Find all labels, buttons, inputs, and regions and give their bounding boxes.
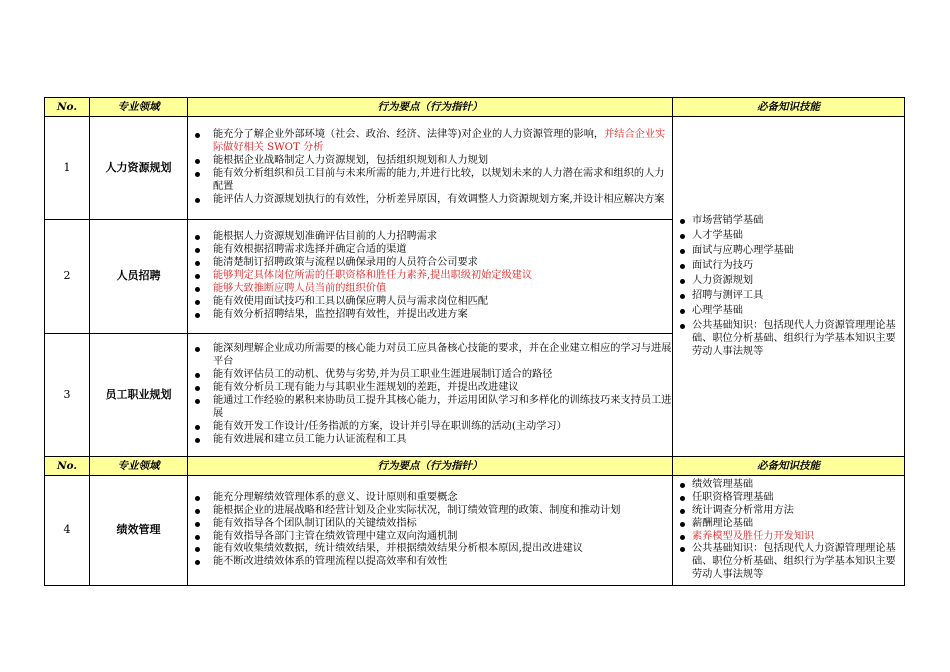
list-item: 能有效收集绩效数据，统计绩效结果，并根据绩效结果分析根本原因,提出改进建议 bbox=[188, 543, 672, 556]
list-item: 薪酬理论基础 bbox=[673, 518, 904, 531]
list-item: 能根据人力资源规划准确评估目前的人力招聘需求 bbox=[188, 231, 672, 244]
list-item: 能有效使用面试技巧和工具以确保应聘人员与需求岗位相匹配 bbox=[188, 296, 672, 309]
list-item: 能充分理解绩效管理体系的意义、设计原则和重要概念 bbox=[188, 492, 672, 505]
header-area: 专业领域 bbox=[90, 457, 188, 476]
list-item: 能不断改进绩效体系的管理流程以提高效率和有效性 bbox=[188, 556, 672, 569]
list-item: 能有效分析员工现有能力与其职业生涯规划的差距，并提出改进建议 bbox=[188, 382, 672, 395]
list-item: 统计调查分析常用方法 bbox=[673, 505, 904, 518]
list-item: 能有效开发工作设计/任务指派的方案，设计并引导在职训练的活动(主动学习） bbox=[188, 421, 672, 434]
row-number: 3 bbox=[45, 334, 90, 457]
header-behavior: 行为要点（行为指针） bbox=[188, 98, 673, 117]
behavior-list bbox=[188, 343, 672, 446]
list-item: 能充分了解企业外部环境（社会、政治、经济、法律等)对企业的人力资源管理的影响，并结合企业实际做好相关 SWOT 分析 bbox=[188, 129, 672, 155]
list-item: 能够大致推断应聘人员当前的组织价值 bbox=[188, 283, 672, 296]
table-row bbox=[45, 476, 905, 586]
list-item: 面试与应聘心理学基础 bbox=[673, 245, 904, 258]
list-item: 招聘与测评工具 bbox=[673, 290, 904, 303]
list-item: 能评估人力资源规划执行的有效性，分析差异原因，有效调整人力资源规划方案,并设计相应解决方案 bbox=[188, 194, 672, 207]
header-no: No. bbox=[45, 98, 90, 117]
knowledge-cell bbox=[673, 476, 905, 586]
list-item: 能清楚制订招聘政策与流程以确保录用的人员符合公司要求 bbox=[188, 257, 672, 270]
row-number: 1 bbox=[45, 117, 90, 220]
behavior-cell bbox=[188, 117, 673, 220]
row-area: 员工职业规划 bbox=[90, 334, 188, 457]
row-area: 人员招聘 bbox=[90, 220, 188, 334]
list-item: 心理学基础 bbox=[673, 305, 904, 318]
behavior-cell bbox=[188, 220, 673, 334]
list-item: 市场营销学基础 bbox=[673, 215, 904, 228]
competency-table bbox=[44, 97, 905, 586]
header-knowledge: 必备知识技能 bbox=[673, 98, 905, 117]
table-header-row bbox=[45, 98, 905, 117]
list-item: 绩效管理基础 bbox=[673, 479, 904, 492]
behavior-cell bbox=[188, 334, 673, 457]
list-item: 公共基础知识：包括现代人力资源管理理论基础、职位分析基础、组织行为学基本知识主要劳动人事法规等 bbox=[673, 543, 904, 582]
header-behavior: 行为要点（行为指针） bbox=[188, 457, 673, 476]
behavior-list bbox=[188, 492, 672, 569]
row-number: 4 bbox=[45, 476, 90, 586]
list-item: 能有效分析组织和员工目前与未来所需的能力,并进行比较，以规划未来的人力潜在需求和组织的人力配置 bbox=[188, 168, 672, 194]
list-item: 能有效进展和建立员工能力认证流程和工具 bbox=[188, 434, 672, 447]
list-item: 任职资格管理基础 bbox=[673, 492, 904, 505]
behavior-list bbox=[188, 231, 672, 321]
header-knowledge: 必备知识技能 bbox=[673, 457, 905, 476]
behavior-list bbox=[188, 129, 672, 206]
behavior-cell bbox=[188, 476, 673, 586]
list-item: 能有效指导各个团队制订团队的关键绩效指标 bbox=[188, 518, 672, 531]
row-area: 人力资源规划 bbox=[90, 117, 188, 220]
list-item: 能根据企业的进展战略和经营计划及企业实际状况，制订绩效管理的政策、制度和推动计划 bbox=[188, 505, 672, 518]
header-no: No. bbox=[45, 457, 90, 476]
list-item: 能够判定具体岗位所需的任职资格和胜任力素养,提出职级初始定级建议 bbox=[188, 270, 672, 283]
table-header-row bbox=[45, 457, 905, 476]
knowledge-list bbox=[673, 479, 904, 582]
list-item: 公共基础知识：包括现代人力资源管理理论基础、职位分析基础、组织行为学基本知识主要劳动人事法规等 bbox=[673, 320, 904, 359]
list-item: 素养模型及胜任力开发知识 bbox=[673, 531, 904, 544]
list-item: 人力资源规划 bbox=[673, 275, 904, 288]
table-row bbox=[45, 117, 905, 220]
list-item: 能根据企业战略制定人力资源规划，包括组织规划和人力规划 bbox=[188, 155, 672, 168]
header-area: 专业领域 bbox=[90, 98, 188, 117]
list-item: 能有效评估员工的动机、优势与劣势,并为员工职业生涯进展制订适合的路径 bbox=[188, 369, 672, 382]
knowledge-list bbox=[673, 215, 904, 358]
list-item: 能有效根据招聘需求选择并确定合适的渠道 bbox=[188, 244, 672, 257]
list-item: 能深刻理解企业成功所需要的核心能力对员工应具备核心技能的要求，并在企业建立相应的学习与进展平台 bbox=[188, 343, 672, 369]
knowledge-cell bbox=[673, 117, 905, 457]
row-area: 绩效管理 bbox=[90, 476, 188, 586]
list-item: 能有效指导各部门主管在绩效管理中建立双向沟通机制 bbox=[188, 531, 672, 544]
list-item: 能有效分析招聘结果，监控招聘有效性，并提出改进方案 bbox=[188, 309, 672, 322]
list-item: 人才学基础 bbox=[673, 230, 904, 243]
list-item: 面试行为技巧 bbox=[673, 260, 904, 273]
list-item: 能通过工作经验的累积来协助员工提升其核心能力，并运用团队学习和多样化的训练技巧来支持员工进展 bbox=[188, 395, 672, 421]
row-number: 2 bbox=[45, 220, 90, 334]
